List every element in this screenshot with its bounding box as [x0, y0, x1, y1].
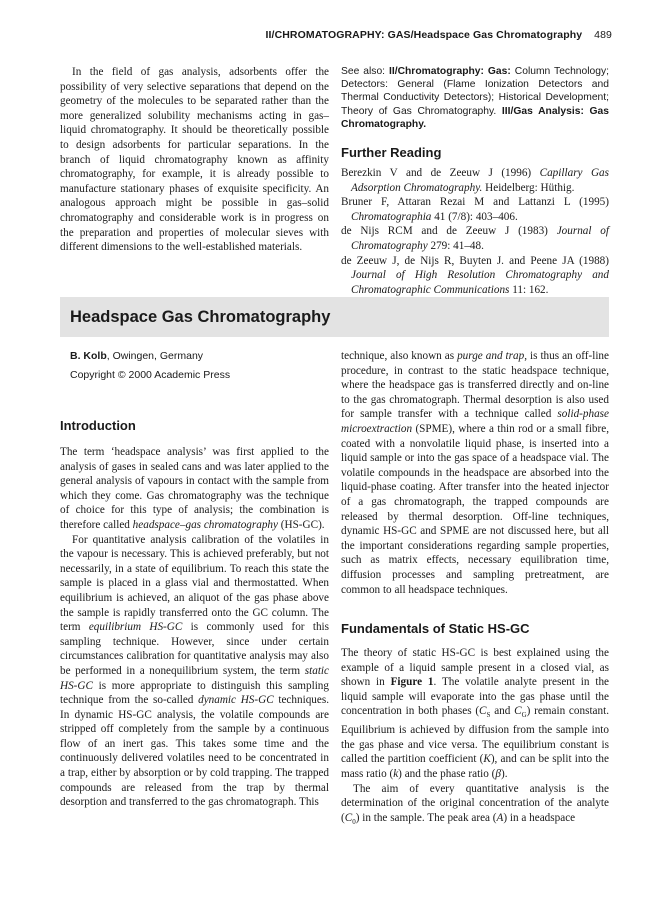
article-title: Headspace Gas Chromatography [70, 308, 331, 326]
intro-paragraph-2: For quantitative analysis calibration of the volatiles in the vapour is necessary. This is achieved preferably, but not necessarily, in a state of equilibrium. To reach this state the sample is placed in a glass vial and thermostatted. When equilibrium is achieved, an aliquot of the gas phase above the sample is rapidly transferred onto the GC column. The term equilibrium HS-GC is commonly used for this sampling technique. However, since under certain circumstances calibration for quantitative analysis may also be performed in a nonequilibrium system, the term static HS-GC is more appropriate to distinguish this sampling technique from the so-called dynamic HS-GC techniques. In dynamic HS-GC analysis, the volatile compounds are stripped off completely from the sample by a continuous flow of an inert gas. This takes some time and the continuously delivered volatiles need to be concentrated in a trap, either by absorption or by cold trapping. The trapped compounds are released from the trap by thermal desorption and transferred to the gas chromatograph. This [60, 533, 330, 809]
gas-analysis-paragraph: In the field of gas analysis, adsorbents offer the possibility of very selective separations that depend on the geometry of the molecules to be separated rather than the more generalized solubility mechanisms acting in gas–liquid chromatography. It should be theoretically possible to design adsorbents for particular separations. In the branch of liquid chromatography known as affinity chromatography, for example, it is already possible to manufacture stationary phases of exquisite specificity. An analogous approach might be possible in gas–solid chromatography and considerable work is in progress on the preparation and properties of molecular sieves with different dimensions to the well-established materials. [60, 66, 329, 254]
fundamentals-paragraph-2: The aim of every quantitative analysis is the determination of the original concentration of the analyte $(C_0)$ in the sample. The peak area (A) in a headspace [341, 782, 609, 827]
see-also-label: See also: [341, 66, 386, 77]
fundamentals-body [341, 646, 609, 830]
top-right-column [341, 65, 609, 297]
lower-right-column [341, 349, 609, 830]
see-also-text-1[interactable]: Column Technology; Detectors: General (Flame Ionization Detectors and Thermal Conductivity Detectors); Historical Development; Theory of Gas Chromatography. [341, 66, 610, 117]
page-number: 489 [594, 29, 612, 41]
spme-paragraph: technique, also known as purge and trap, is thus an off-line procedure, in contrast to the static headspace technique, where the headspace gas is transferred directly and on-line to the gas chromatograph. Thermal desorption is also used for sample transfer with a technique called solid-phase microextraction (SPME), where a thin rod or a small fibre, coated with a nonvolatile liquid phase, is inserted into a liquid sample or into the gas space of a headspace vial. The volatile compounds in the headspace are absorbed into the liquid-phase coating. After transfer into the heated injector of a gas chromatograph, the trapped compounds are released by thermal desorption. Off-line techniques, dynamic HS-GC and SPME are not discussed here, but all the important considerations regarding sample properties, such as matrix effects, necessary equilibration time, diffusion processes and sampling pretreatment, are common to all headspace techniques. [341, 350, 610, 596]
running-head [266, 29, 612, 41]
top-left-column [60, 65, 329, 255]
reference-item: de Zeeuw J, de Nijs R, Buyten J. and Peene JA (1988) Journal of High Resolution Chromatography and Chromatographic Communications 11: 162. [341, 254, 609, 296]
author-affiliation: , Owingen, Germany [106, 350, 204, 362]
figure-1-reference[interactable]: Figure 1 [390, 676, 434, 689]
lower-left-column [60, 349, 329, 810]
reference-item: de Nijs RCM and de Zeeuw J (1983) Journal of Chromatography 279: 41–48. [341, 225, 609, 252]
intro-paragraph-1: The term ‘headspace analysis’ was first applied to the analysis of gases in sealed cans and was later applied to the general analysis of vapours in contact with the sample from which they come. Gas chromatography was the technique of choice for this type of analysis; the combination is therefore called headspace–gas chromatography (HS-GC). [60, 446, 329, 531]
fundamentals-paragraph-1: The theory of static HS-GC is best explained using the example of a liquid sample present in a closed vial, as shown in Figure 1. The volatile analyte present in the liquid sample will evaporate into the gas phase until the concentration in both phases ($C_S$ and $C_G$) remain constant. Equilibrium is achieved by diffusion from the sample into the gas phase and vice versa. The equilibrium constant is called the partition coefficient (K), and can be split into the mass ratio (k) and the phase ratio (β). [341, 647, 610, 781]
running-title: II/CHROMATOGRAPHY: GAS/Headspace Gas Chromatography [265, 29, 583, 41]
reference-item: Bruner F, Attaran Rezai M and Lattanzi L (1995) Chromatographia 41 (7/8): 403–406. [341, 196, 609, 223]
fundamentals-heading: Fundamentals of Static HS-GC [341, 621, 530, 637]
article-title-banner [60, 297, 609, 337]
copyright-line: Copyright © 2000 Academic Press [70, 369, 231, 381]
introduction-heading: Introduction [60, 418, 136, 433]
see-also-block [341, 65, 609, 131]
author-line [60, 349, 329, 363]
reference-item: Berezkin V and de Zeeuw J (1996) Capillary Gas Adsorption Chromatography. Heidelberg: Hüthig. [341, 167, 609, 194]
further-reading-heading: Further Reading [341, 145, 442, 161]
see-also-bold-1[interactable]: II/Chromatography: Gas: [389, 66, 511, 77]
author-name: B. Kolb [70, 350, 107, 362]
reference-list [341, 166, 609, 297]
see-also-bold-2[interactable]: III/Gas Analysis: Gas Chromatography. [341, 105, 609, 130]
introduction-body [60, 445, 329, 810]
